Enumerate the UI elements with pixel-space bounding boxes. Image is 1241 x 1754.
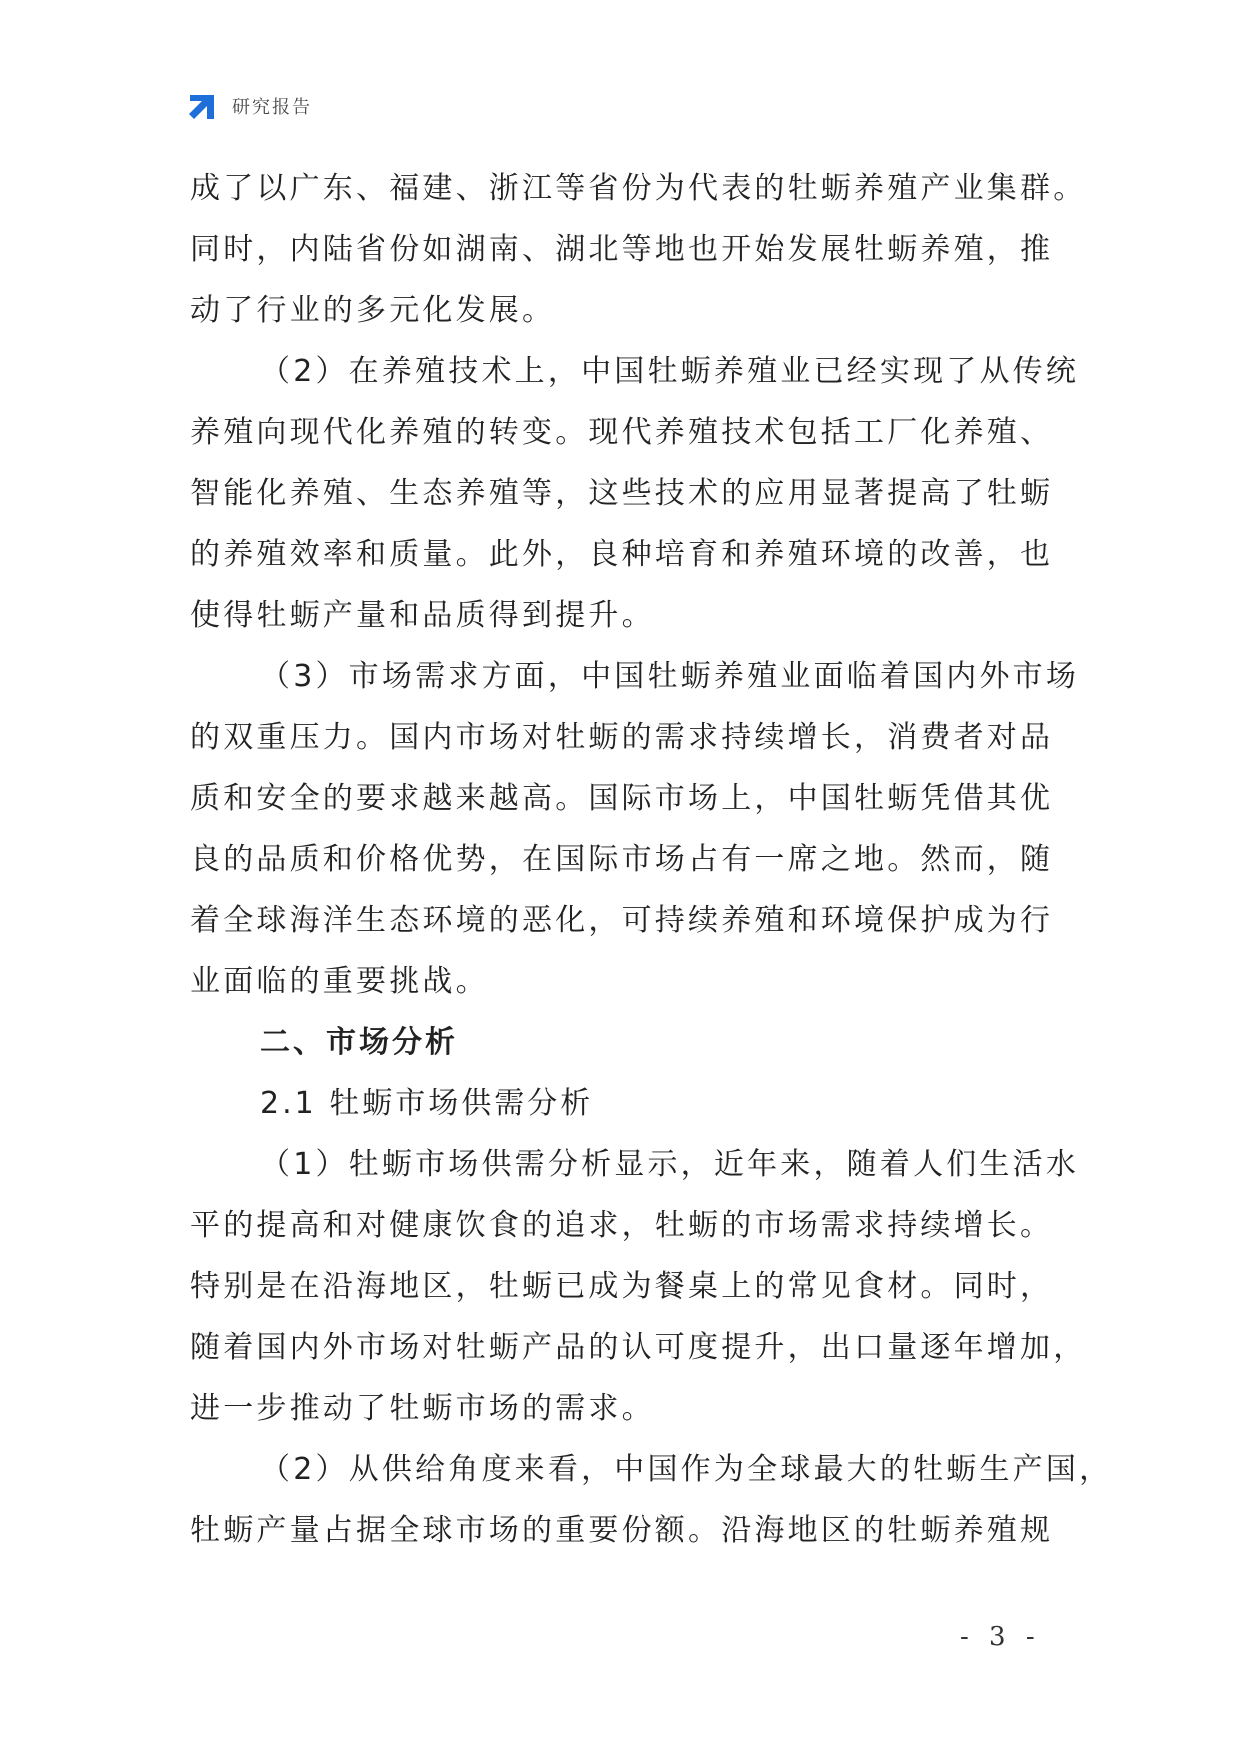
paragraph-line: （1）牡蛎市场供需分析显示，近年来，随着人们生活水 [260,1147,1080,1182]
section-heading: 二、市场分析 [260,1025,458,1060]
report-header [186,88,312,124]
paragraph-line: 良的品质和价格优势，在国际市场占有一席之地。然而，随 [190,842,1054,877]
paragraph-line: 养殖向现代化养殖的转变。现代养殖技术包括工厂化养殖、 [190,415,1054,450]
paragraph-line: 成了以广东、福建、浙江等省份为代表的牡蛎养殖产业集群。 [190,171,1087,206]
paragraph-line: 的养殖效率和质量。此外，良种培育和养殖环境的改善，也 [190,537,1054,572]
paragraph-line: 的双重压力。国内市场对牡蛎的需求持续增长，消费者对品 [190,720,1054,755]
subsection-heading: 2.1 牡蛎市场供需分析 [260,1086,594,1121]
paragraph-line: （3）市场需求方面，中国牡蛎养殖业面临着国内外市场 [260,659,1080,694]
document-body [190,158,1113,1561]
paragraph-line: 特别是在沿海地区，牡蛎已成为餐桌上的常见食材。同时， [190,1269,1054,1304]
paragraph-line: 质和安全的要求越来越高。国际市场上，中国牡蛎凭借其优 [190,781,1054,816]
paragraph-line: （2）在养殖技术上，中国牡蛎养殖业已经实现了从传统 [260,354,1080,389]
paragraph-line: 同时，内陆省份如湖南、湖北等地也开始发展牡蛎养殖，推 [190,232,1054,267]
paragraph-line: 智能化养殖、生态养殖等，这些技术的应用显著提高了牡蛎 [190,476,1054,511]
paragraph-line: 业面临的重要挑战。 [190,964,489,999]
paragraph-line: 进一步推动了牡蛎市场的需求。 [190,1391,655,1426]
paragraph-line: （2）从供给角度来看，中国作为全球最大的牡蛎生产国， [260,1452,1113,1487]
arrow-up-right-icon [186,89,220,123]
page-number: - 3 - [960,1622,1041,1652]
paragraph-line: 使得牡蛎产量和品质得到提升。 [190,598,655,633]
paragraph-line: 动了行业的多元化发展。 [190,293,556,328]
paragraph-line: 随着国内外市场对牡蛎产品的认可度提升，出口量逐年增加， [190,1330,1087,1365]
paragraph-line: 牡蛎产量占据全球市场的重要份额。沿海地区的牡蛎养殖规 [190,1513,1054,1548]
paragraph-line: 平的提高和对健康饮食的追求，牡蛎的市场需求持续增长。 [190,1208,1054,1243]
paragraph-line: 着全球海洋生态环境的恶化，可持续养殖和环境保护成为行 [190,903,1054,938]
header-title: 研究报告 [232,97,312,118]
